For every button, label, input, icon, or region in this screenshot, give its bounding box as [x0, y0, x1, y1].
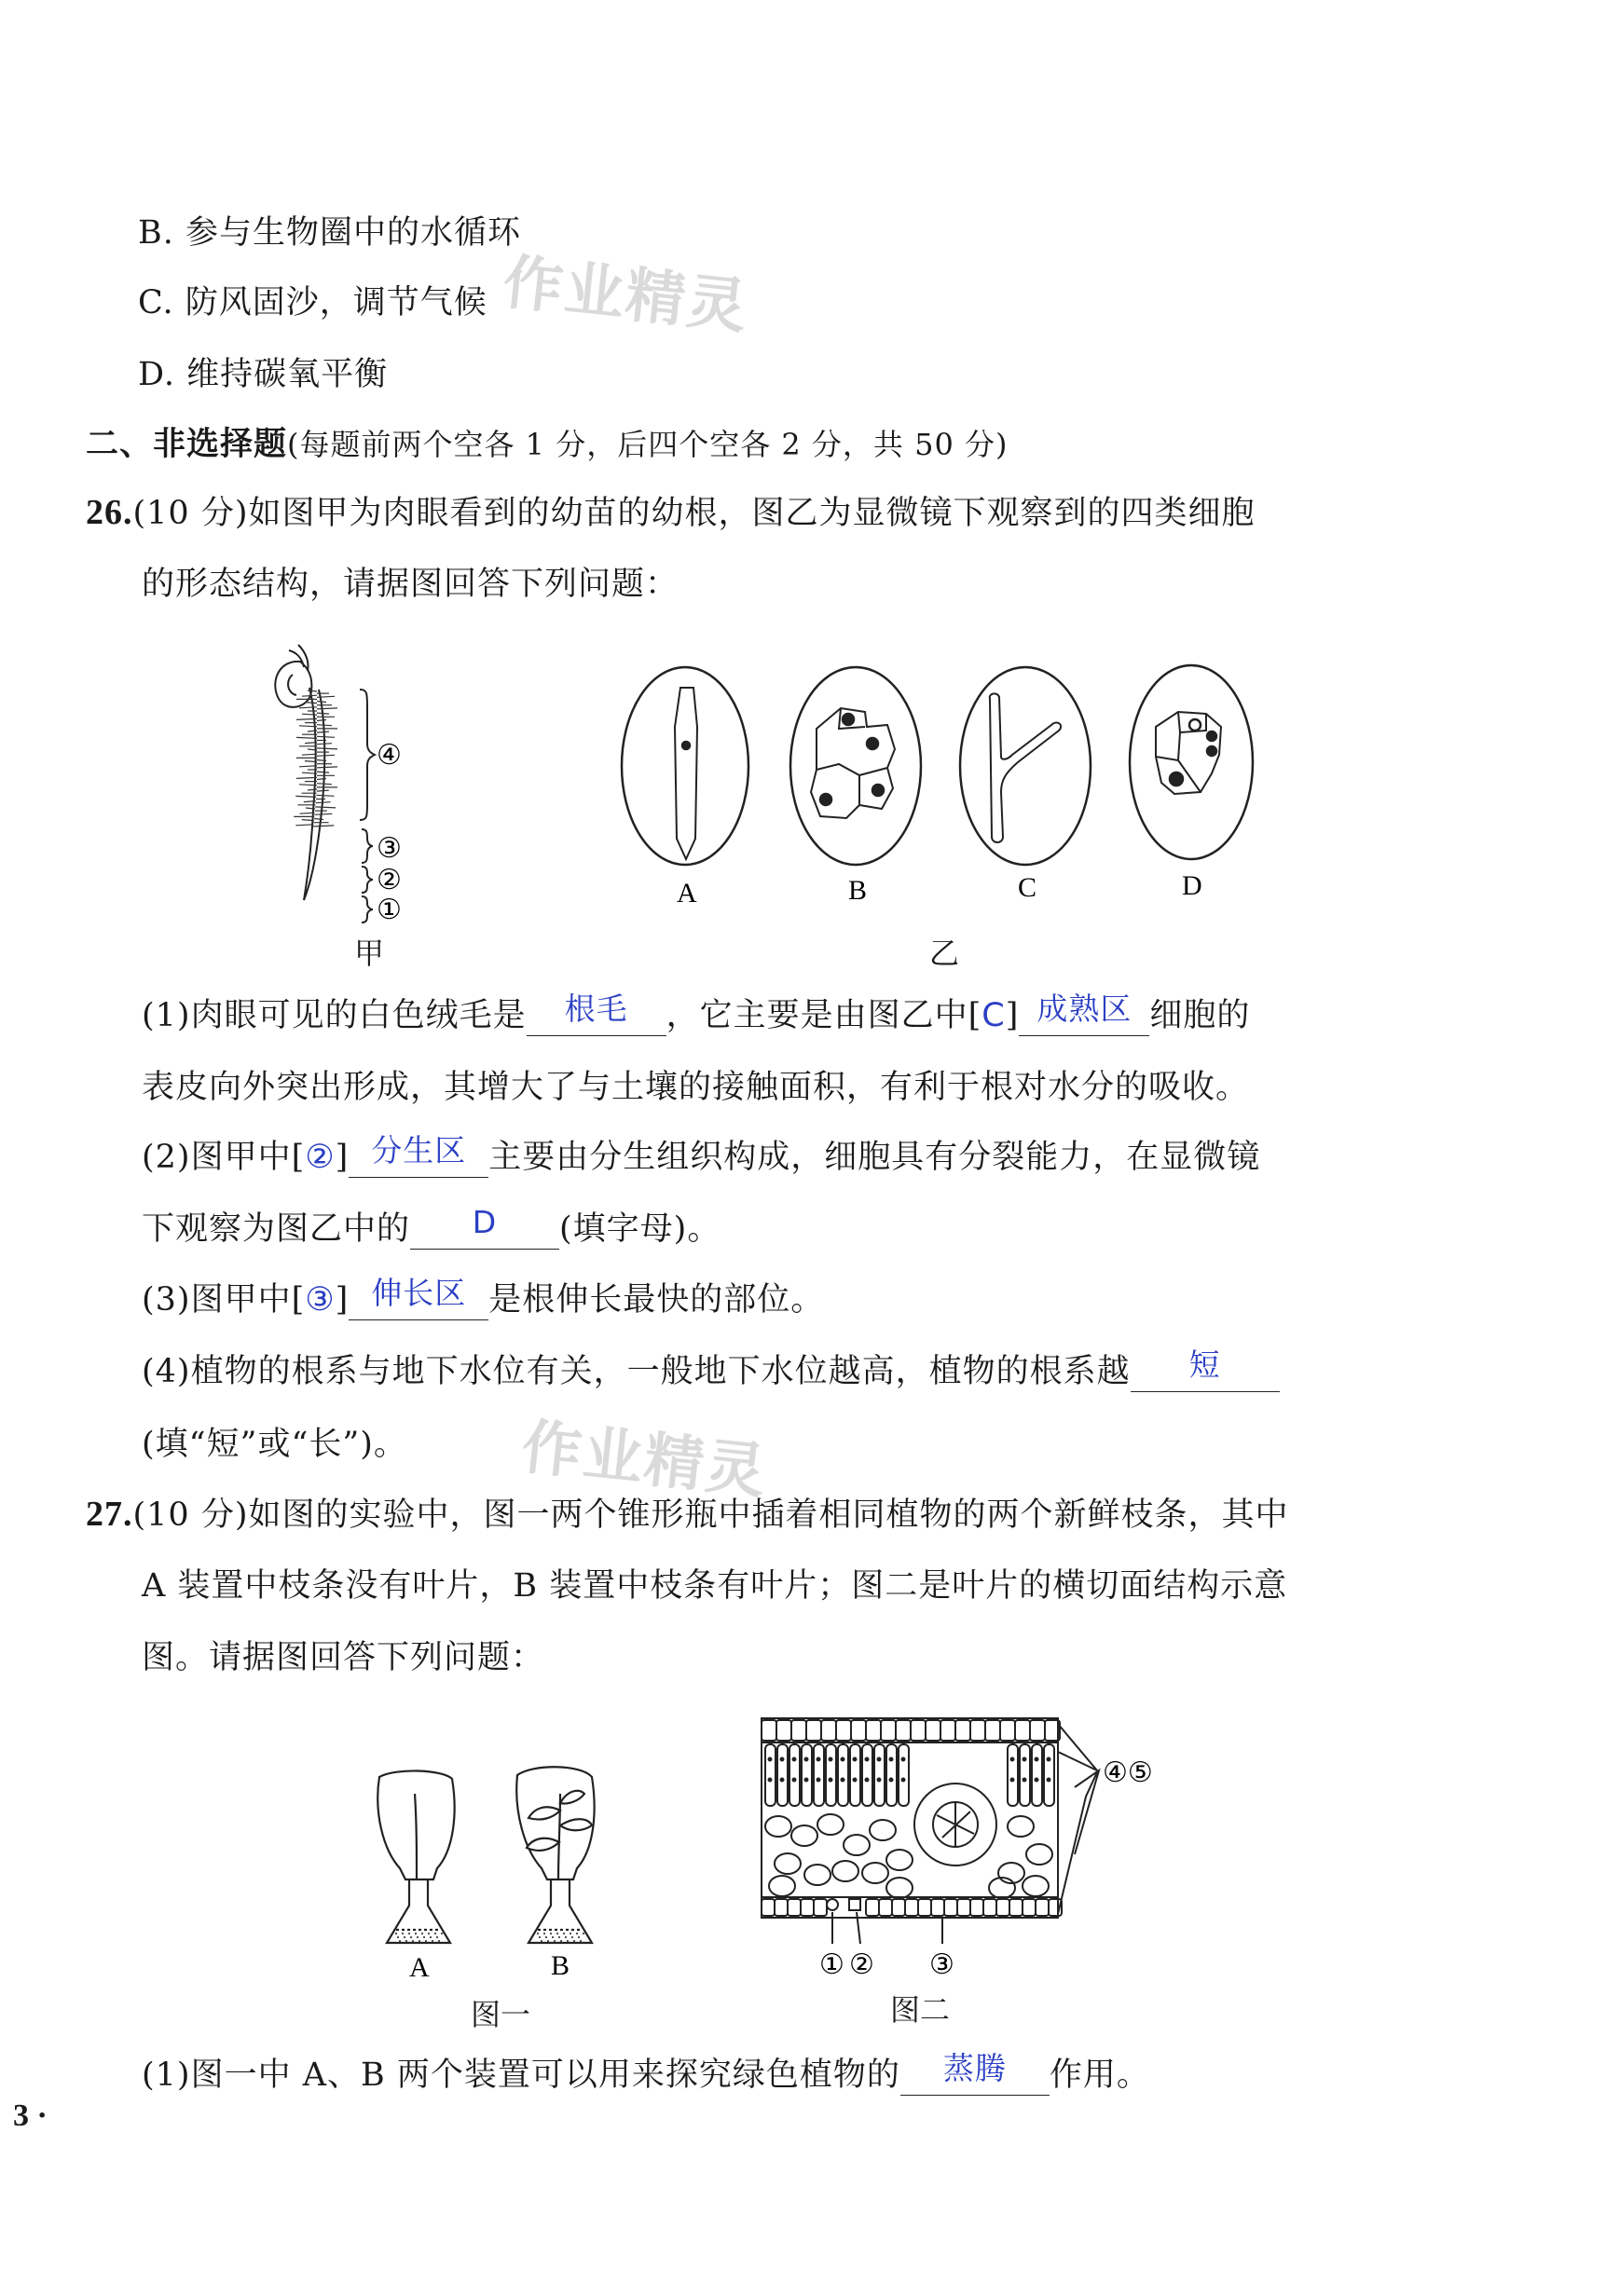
- answer-blank-root-hair[interactable]: 根毛: [527, 998, 666, 1036]
- answer-blank-short[interactable]: 短: [1131, 1354, 1280, 1392]
- q26-stem-text: (10 分)如图甲为肉眼看到的幼苗的幼根，图乙为显微镜下观察到的四类细胞: [132, 495, 1256, 532]
- yi-label-b: B: [848, 875, 868, 906]
- section-heading: [86, 424, 1008, 465]
- answer-region-number-3[interactable]: ③: [305, 1281, 336, 1319]
- option-b: B. 参与生物圈中的水循环: [138, 214, 521, 252]
- q27-stem-line2: A 装置中枝条没有叶片，B 装置中枝条有叶片；图二是叶片的横切面结构示意: [142, 1567, 1288, 1605]
- figure-1-caption: 图一: [471, 1997, 531, 2032]
- yi-label-d: D: [1182, 870, 1202, 901]
- watermark: 作业精灵: [518, 1413, 771, 1508]
- fig2-label-45: ④⑤: [1103, 1757, 1153, 1788]
- q27-part1: (1)图一中 A、B 两个装置可以用来探究绿色植物的 蒸腾 作用。: [142, 2050, 1150, 2094]
- fig2-label-2: ②: [849, 1949, 874, 1980]
- q26-part1-line1: (1)肉眼可见的白色绒毛是 根毛 ，它主要是由图乙中[C] 成熟区 细胞的: [142, 991, 1251, 1034]
- figure-2-caption: 图二: [890, 1992, 951, 2028]
- answer-blank-transpiration[interactable]: 蒸腾: [900, 2057, 1050, 2096]
- yi-label-a: A: [677, 878, 697, 909]
- answer-blank-meristem[interactable]: 分生区: [349, 1140, 488, 1178]
- answer-blank-maturation-zone[interactable]: 成熟区: [1019, 998, 1149, 1036]
- section-title: 二、非选择题: [86, 425, 288, 463]
- option-d: D. 维持碳氧平衡: [138, 356, 389, 393]
- q27-number: 27.: [86, 1495, 133, 1534]
- q26-part4-line1: (4)植物的根系与地下水位有关，一般地下水位越高，植物的根系越 短: [142, 1351, 1280, 1392]
- option-c: C. 防风固沙，调节气候: [138, 284, 487, 321]
- section-note: (每题前两个空各 1 分，后四个空各 2 分，共 50 分): [287, 427, 1009, 462]
- fig2-label-3: ③: [929, 1949, 954, 1980]
- fig1-label-b: B: [551, 1950, 570, 1980]
- q26-part1-line2: 表皮向外突出形成，其增大了与土壤的接触面积，有利于根对水分的吸收。: [142, 1069, 1250, 1106]
- page-number: 3 ·: [13, 2098, 48, 2133]
- yi-label-c: C: [1018, 872, 1037, 903]
- answer-blank-elongation-zone[interactable]: 伸长区: [349, 1282, 488, 1320]
- q26-part2-line2: 下观察为图乙中的 D (填字母)。: [142, 1204, 721, 1248]
- answer-cell-letter[interactable]: C: [981, 997, 1006, 1034]
- figure-2-leaf-section: [760, 1715, 1188, 1985]
- figure-yi-caption: 乙: [929, 936, 960, 971]
- q26-part3: (3)图甲中[③] 伸长区 是根伸长最快的部位。: [142, 1275, 825, 1319]
- q26-stem-line2: 的形态结构，请据图回答下列问题：: [142, 566, 679, 603]
- jia-label-3: ③: [377, 833, 402, 864]
- jia-label-4: ④: [377, 740, 402, 771]
- q26-number: 26.: [86, 493, 133, 532]
- q27-stem-line3: 图。请据图回答下列问题：: [142, 1639, 545, 1676]
- answer-blank-cell-d[interactable]: D: [410, 1211, 559, 1250]
- fig2-label-1: ①: [819, 1949, 844, 1980]
- figure-1-flasks: [368, 1756, 648, 1980]
- answer-region-number-2[interactable]: ②: [305, 1139, 336, 1176]
- watermark: 作业精灵: [500, 248, 752, 343]
- figure-jia-caption: 甲: [354, 936, 385, 971]
- jia-label-1: ①: [377, 895, 402, 925]
- q26-part4-line2: (填“短”或“长”)。: [142, 1426, 407, 1463]
- figure-yi-cells: [615, 652, 1268, 913]
- jia-label-2: ②: [377, 865, 402, 895]
- fig1-label-a: A: [409, 1952, 430, 1980]
- q26-stem-line1: [86, 492, 1255, 534]
- q27-stem-text: (10 分)如图的实验中，图一两个锥形瓶中插着相同植物的两个新鲜枝条，其中: [132, 1496, 1289, 1534]
- q27-stem-line1: [86, 1494, 1288, 1536]
- q26-part2-line1: (2)图甲中[②] 分生区 主要由分生组织构成，细胞具有分裂能力，在显微镜: [142, 1132, 1261, 1176]
- figure-jia-root: [252, 634, 475, 932]
